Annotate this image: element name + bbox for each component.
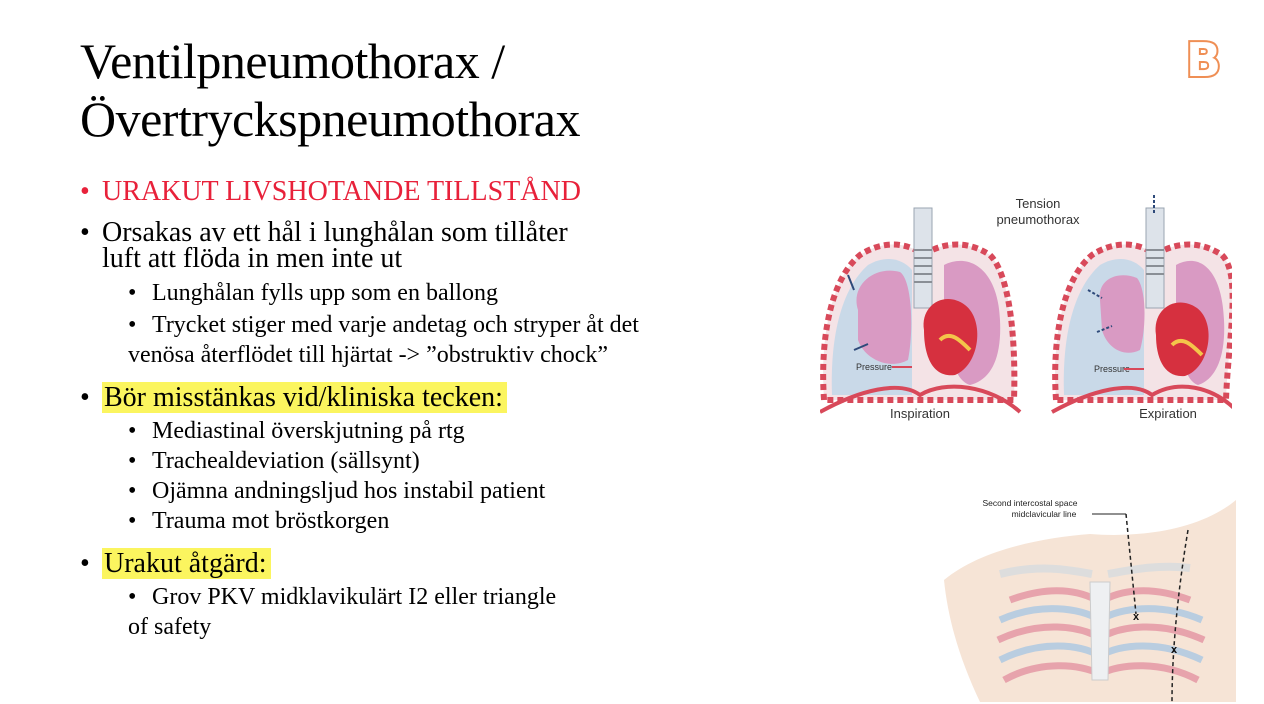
sub-bullet-continuation: of safety [128,614,212,640]
sub-bullet: • Grov PKV midklavikulärt I2 eller triangle [128,584,557,610]
bullet-cause-line2: luft att flöda in men inte ut [102,243,403,274]
pressure-label-right: Pressure [1094,364,1131,374]
bullet-list [80,178,800,642]
tension-pneumothorax-illustration [820,190,1232,430]
title-line-1: Ventilpneumothorax / [80,33,505,89]
chest-expiration [1052,195,1232,421]
intercostal-label-line2: midclavicular line [1011,509,1077,519]
figure-title-line2: pneumothorax [996,212,1080,227]
needle-decompression-site-illustration [940,490,1240,702]
sub-bullet: • Trachealdeviation (sällsynt) [128,448,420,474]
title-line-2: Övertryckspneumothorax [80,91,580,147]
bullet-cause: • Orsakas av ett hål i lunghålan som tillåter luft att flöda in men inte ut [80,220,800,272]
bullet-signs: • Bör misstänkas vid/kliniska tecken: [80,384,800,412]
pressure-label-left: Pressure [856,362,893,372]
bullet-urgent: • URAKUT LIVSHOTANDE TILLSTÅND [80,176,581,207]
caption-expiration: Expiration [1139,406,1197,421]
sub-bullet: • Lunghålan fylls upp som en ballong [128,280,498,306]
insertion-mark-lateral: x [1170,644,1178,656]
bullet-action: • Urakut åtgärd: [80,550,800,578]
insertion-mark-midclavicular: x [1132,611,1140,623]
sub-bullet: • Mediastinal överskjutning på rtg [128,418,465,444]
sub-bullet: • Ojämna andningsljud hos instabil patient [128,478,546,504]
slide-title [80,32,580,148]
badge-letter: B [1186,33,1222,87]
caption-inspiration: Inspiration [890,406,950,421]
bullet-cause-line1: Orsakas av ett hål i lunghålan som tillåter [102,217,568,248]
chest-inspiration [820,208,1020,421]
figure-title-line1: Tension [1015,196,1061,211]
intercostal-label-line1: Second intercostal space [982,498,1078,508]
sub-bullet: • Trycket stiger med varje andetag och stryper åt det [128,312,639,338]
sub-bullet: • Trauma mot bröstkorgen [128,508,390,534]
sub-bullet-continuation: venösa återflödet till hjärtat -> ”obstruktiv chock” [128,342,609,368]
